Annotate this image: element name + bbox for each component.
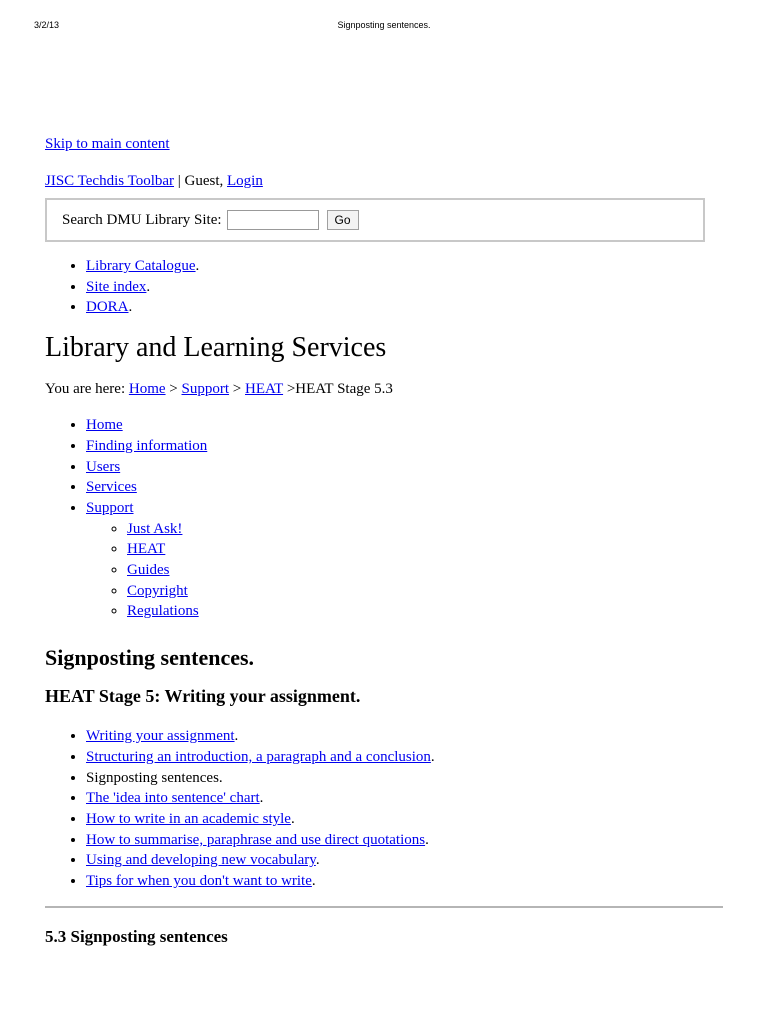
nav-regulations-link[interactable]: Regulations xyxy=(127,603,199,620)
skip-link-container xyxy=(45,134,725,154)
current-page-item: Signposting sentences. xyxy=(86,769,223,786)
library-catalogue-link[interactable]: Library Catalogue xyxy=(86,258,196,274)
list-item xyxy=(86,850,725,871)
breadcrumb-separator: > xyxy=(229,381,245,398)
dora-link[interactable]: DORA xyxy=(86,299,129,316)
toolbar-line xyxy=(45,171,725,191)
breadcrumb-prefix: You are here: xyxy=(45,381,129,398)
list-item xyxy=(86,747,725,768)
skip-to-main-content-link[interactable]: Skip to main content xyxy=(45,136,170,152)
link-suffix: . xyxy=(146,278,151,295)
search-input[interactable] xyxy=(227,210,319,230)
stage-list xyxy=(45,726,725,892)
link-suffix: . xyxy=(195,258,200,274)
link-suffix: . xyxy=(128,299,133,316)
idea-into-sentence-link[interactable]: The 'idea into sentence' chart xyxy=(86,790,260,807)
techdis-toolbar-link[interactable]: JISC Techdis Toolbar xyxy=(45,173,175,189)
page-title: Signposting sentences. xyxy=(45,645,255,671)
site-title: Library and Learning Services xyxy=(45,332,387,364)
breadcrumb-home-link[interactable]: Home xyxy=(128,381,166,398)
link-suffix: . xyxy=(430,748,435,765)
summarise-paraphrase-link[interactable]: How to summarise, paraphrase and use direct quotations xyxy=(86,831,426,848)
nav-users-link[interactable]: Users xyxy=(86,458,121,475)
guest-text: | Guest, xyxy=(174,173,228,189)
nav-item xyxy=(86,477,725,498)
breadcrumb xyxy=(45,379,725,399)
nav-home-link[interactable]: Home xyxy=(86,417,123,434)
nav-services-link[interactable]: Services xyxy=(86,479,137,496)
nav-item xyxy=(86,498,725,622)
link-suffix: . xyxy=(311,873,316,890)
nav-subitem xyxy=(127,581,725,602)
list-item xyxy=(86,809,725,830)
nav-finding-information-link[interactable]: Finding information xyxy=(86,437,208,454)
list-item xyxy=(86,871,725,892)
section-divider xyxy=(45,906,723,908)
list-item xyxy=(86,297,725,318)
list-item xyxy=(86,726,725,747)
nav-heat-link[interactable]: HEAT xyxy=(127,541,166,558)
quick-links-list xyxy=(45,256,725,318)
nav-just-ask-link[interactable]: Just Ask! xyxy=(127,520,183,537)
print-header xyxy=(34,20,734,34)
link-suffix: . xyxy=(259,790,264,807)
link-suffix: . xyxy=(315,852,320,869)
list-item xyxy=(86,768,725,789)
section-heading: 5.3 Signposting sentences xyxy=(45,926,228,946)
nav-copyright-link[interactable]: Copyright xyxy=(127,582,188,599)
print-title: Signposting sentences. xyxy=(337,20,431,30)
link-suffix: . xyxy=(425,831,429,848)
breadcrumb-current: >HEAT Stage 5.3 xyxy=(283,381,393,398)
print-date: 3/2/13 xyxy=(34,20,60,30)
list-item xyxy=(86,788,725,809)
list-item xyxy=(86,277,725,298)
breadcrumb-heat-link[interactable]: HEAT xyxy=(245,381,284,398)
nav-subitem xyxy=(127,560,725,581)
breadcrumb-separator: > xyxy=(165,381,182,398)
tips-link[interactable]: Tips for when you don't want to write xyxy=(86,873,312,890)
page-content xyxy=(45,134,725,948)
link-suffix: . xyxy=(234,728,239,745)
nav-item xyxy=(86,457,725,478)
nav-subitem xyxy=(127,601,725,622)
search-label: Search DMU Library Site: xyxy=(62,212,222,228)
link-suffix: . xyxy=(290,810,295,827)
nav-guides-link[interactable]: Guides xyxy=(127,562,170,579)
nav-item xyxy=(86,436,725,457)
nav-subitem xyxy=(127,539,725,560)
academic-style-link[interactable]: How to write in an academic style xyxy=(86,810,291,827)
breadcrumb-support-link[interactable]: Support xyxy=(181,381,230,398)
site-index-link[interactable]: Site index xyxy=(86,278,147,295)
go-button[interactable]: Go xyxy=(327,210,359,230)
list-item xyxy=(86,256,725,277)
main-nav xyxy=(45,415,725,622)
search-box xyxy=(45,198,705,242)
support-submenu xyxy=(86,519,725,623)
nav-subitem xyxy=(127,519,725,540)
login-link[interactable]: Login xyxy=(227,173,263,189)
list-item xyxy=(86,830,725,851)
nav-item xyxy=(86,415,725,436)
vocabulary-link[interactable]: Using and developing new vocabulary xyxy=(86,852,316,869)
structuring-link[interactable]: Structuring an introduction, a paragraph and a conclusion xyxy=(86,748,431,765)
stage-heading: HEAT Stage 5: Writing your assignment. xyxy=(45,686,361,707)
nav-support-link[interactable]: Support xyxy=(86,499,134,516)
writing-assignment-link[interactable]: Writing your assignment xyxy=(86,728,235,745)
